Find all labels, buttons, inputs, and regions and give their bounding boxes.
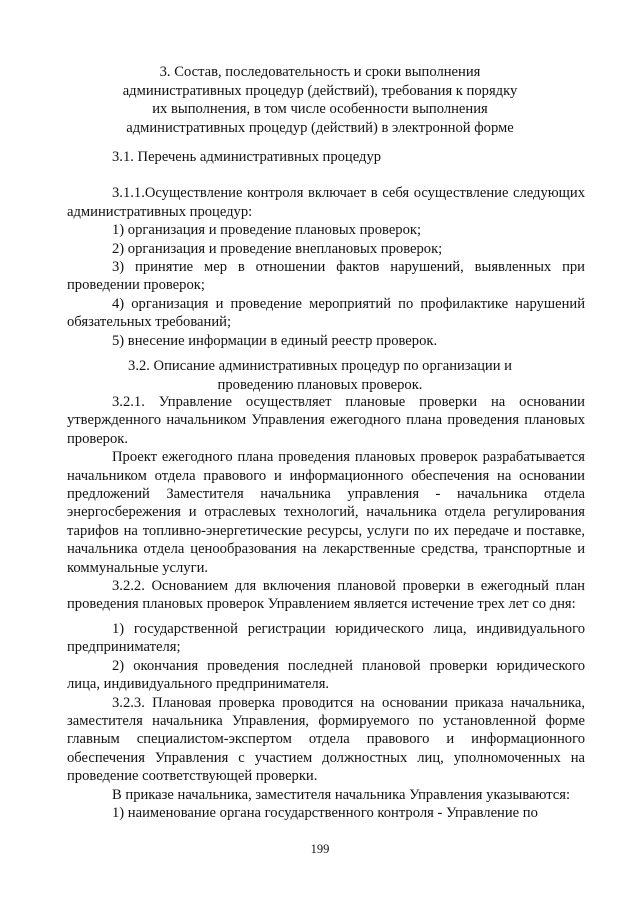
list-item: 3) принятие мер в отношении фактов нарушений, выявленных при проведении проверок; (67, 259, 585, 294)
paragraph: 3.2.2. Основанием для включения плановой проверки в ежегодный план проведения плановых проверок Управлением является истечение трех лет со дня: (67, 578, 585, 613)
subsection-3-2-title-line: 3.2. Описание административных процедур по организации и (128, 358, 512, 374)
paragraph: 3.2.1. Управление осуществляет плановые проверки на основании утвержденного начальником Управления ежегодного плана проведения плановых проверок. (67, 394, 585, 447)
list-item: 1) наименование органа государственного контроля - Управление по (112, 804, 538, 821)
paragraph: В приказе начальника, заместителя начальника Управления указываются: (112, 786, 571, 803)
subsection-3-1-title: 3.1. Перечень административных процедур (112, 149, 382, 165)
body-text-3-2 (67, 393, 585, 822)
page-number: 199 (310, 842, 330, 856)
list-item: 2) организация и проведение внеплановых проверок; (112, 240, 443, 257)
body-text (67, 148, 585, 350)
section-heading-line: их выполнения, в том числе особенности выполнения (152, 101, 488, 118)
section-heading-line: административных процедур (действий) в электронной форме (126, 119, 514, 136)
list-item: 5) внесение информации в единый реестр проверок. (112, 332, 438, 349)
list-item: 2) окончания проведения последней плановой проверки юридического лица, индивидуального предпринимателя. (67, 657, 585, 693)
subsection-3-2-title (60, 357, 580, 394)
paragraph-3-1-1-intro: 3.1.1.Осуществление контроля включает в себя осуществление следующих административных процедур: (67, 185, 585, 220)
paragraph: 3.2.3. Плановая проверка проводится на основании приказа начальника, заместителя начальника Управления, формируемого по установленной форме главным специалистом-экспертом отдела правового и информационного обеспечения Управления с участием должностных лиц, уполномоченных на проведение соответствующей проверки. (67, 694, 585, 785)
section-heading-line: административных процедур (действий), требования к порядку (122, 82, 518, 99)
subsection-3-2-title-line: проведению плановых проверок. (217, 376, 423, 393)
paragraph: Проект ежегодного плана проведения плановых проверок разрабатывается начальником отдела правового и информационного обеспечения на основании предложений Заместителя начальника управления - начальника отдела энергосбережения и отраслевых технологий, начальника отдела регулирования тарифов на топливно-энергетические ресурсы, услуги по их передаче и поставке, начальника отдела ценообразования на лекарственные средства, транспортные и коммунальные услуги. (67, 449, 585, 576)
section-heading (60, 63, 580, 137)
list-item: 1) государственной регистрации юридического лица, индивидуального предпринимателя; (67, 620, 585, 656)
list-item: 1) организация и проведение плановых проверок; (112, 222, 422, 239)
section-heading-line: 3. Состав, последовательность и сроки выполнения (159, 64, 481, 80)
list-item: 4) организация и проведение мероприятий по профилактике нарушений обязательных требований; (67, 295, 585, 331)
